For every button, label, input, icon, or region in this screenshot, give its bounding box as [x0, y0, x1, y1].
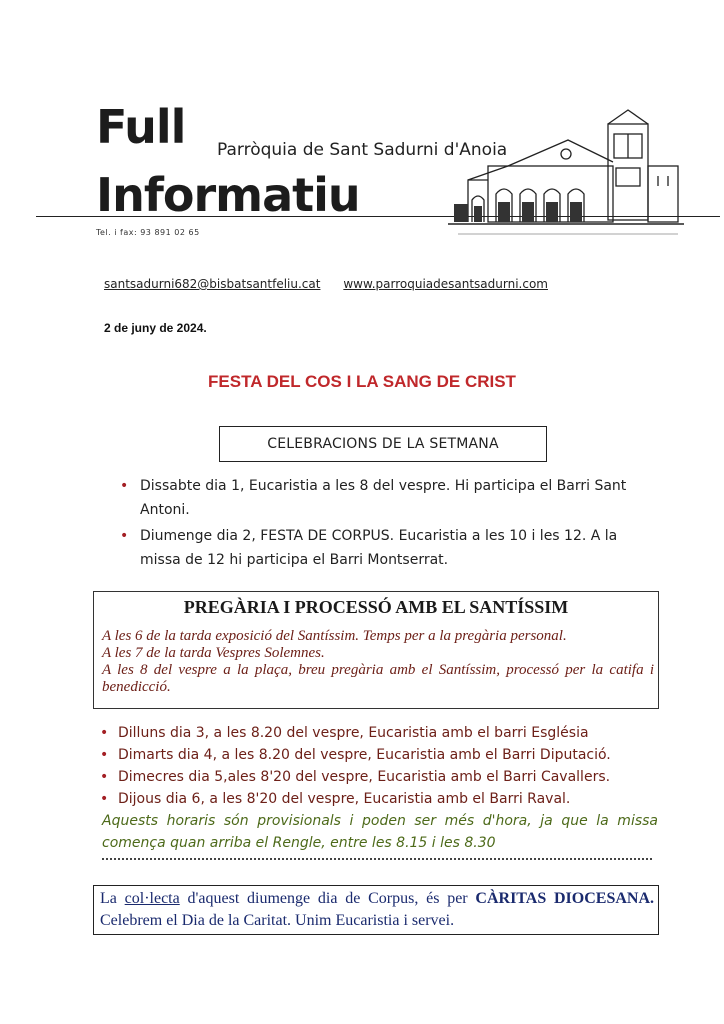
bullet-icon: • — [100, 747, 109, 763]
bullet-icon: • — [100, 725, 109, 741]
phone-fax: Tel. i fax: 93 891 02 65 — [96, 228, 200, 237]
celebrations-list — [118, 474, 658, 574]
prayer-heading: PREGÀRIA I PROCESSÓ AMB EL SANTÍSSIM — [183, 597, 569, 617]
bulletin-date: 2 de juny de 2024. — [104, 321, 207, 335]
masthead-informatiu: Informatiu — [96, 168, 360, 222]
list-item: • Dijous dia 6, a les 8'20 del vespre, Eucaristia amb el Barri Raval. — [98, 788, 664, 810]
list-item: • Dilluns dia 3, a les 8.20 del vespre, Eucaristia amb el barri Església — [98, 722, 664, 744]
list-item: • Dimarts dia 4, a les 8.20 del vespre, Eucaristia amb el Barri Diputació. — [98, 744, 664, 766]
collecta-link[interactable]: col·lecta — [124, 890, 180, 907]
contact-links — [104, 277, 548, 291]
list-item: • Dissabte dia 1, Eucaristia a les 8 del vespre. Hi participa el Barri Sant Antoni. — [118, 474, 658, 522]
masthead-full: Full — [96, 100, 186, 154]
prayer-line: A les 8 del vespre a la plaça, breu pregària amb el Santíssim, processó per la catifa i benedicció. — [102, 662, 654, 695]
celebrations-heading: CELEBRACIONS DE LA SETMANA — [219, 426, 547, 462]
list-item: • Diumenge dia 2, FESTA DE CORPUS. Eucaristia a les 10 i les 12. A la missa de 12 hi participa el Barri Montserrat. — [118, 524, 658, 572]
dotted-divider — [102, 858, 652, 860]
prayer-line: A les 6 de la tarda exposició del Santíssim. Temps per a la pregària personal. — [102, 628, 567, 644]
feast-title: FESTA DEL COS I LA SANG DE CRIST — [208, 372, 516, 391]
bullet-icon: • — [120, 478, 129, 494]
church-illustration — [448, 106, 684, 244]
caritas-name: CÀRITAS DIOCESANA. — [475, 890, 655, 907]
schedule-note: Aquests horaris són provisionals i poden ser més d'hora, ja que la missa comença quan arriba el Rengle, entre les 8.15 i les 8.30 — [102, 813, 658, 851]
weekday-list — [98, 722, 664, 810]
list-item: • Dimecres dia 5,ales 8'20 del vespre, Eucaristia amb el Barri Cavallers. — [98, 766, 664, 788]
bullet-icon: • — [100, 791, 109, 807]
parish-name: Parròquia de Sant Sadurni d'Anoia — [217, 140, 508, 160]
collecta-text: La col·lecta d'aquest diumenge dia de Corpus, és per CÀRITAS DIOCESANA. Celebrem el Dia de la Caritat. Unim Eucaristia i servei. — [100, 890, 655, 929]
bullet-icon: • — [120, 528, 129, 544]
bullet-icon: • — [100, 769, 109, 785]
prayer-schedule — [102, 628, 654, 696]
email-link[interactable]: santsadurni682@bisbatsantfeliu.cat — [104, 277, 321, 291]
prayer-line: A les 7 de la tarda Vespres Solemnes. — [102, 645, 325, 661]
website-link[interactable]: www.parroquiadesantsadurni.com — [343, 277, 548, 291]
